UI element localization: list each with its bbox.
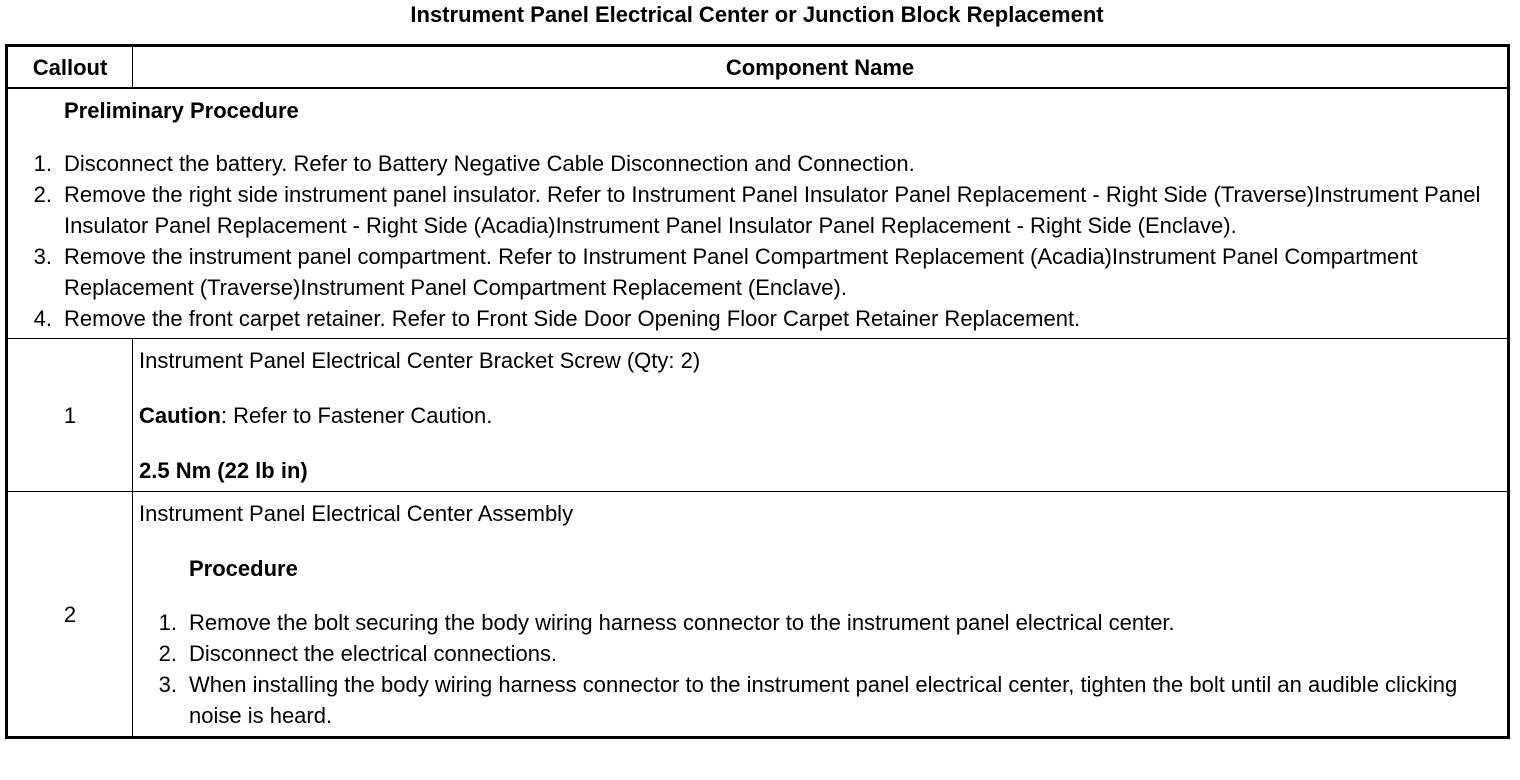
step-text: Disconnect the electrical connections. [189, 641, 558, 666]
list-item [139, 638, 1501, 669]
step-text: Remove the bolt securing the body wiring harness connector to the instrument panel electrical center. [189, 610, 1175, 635]
step-number: 2. [33, 182, 52, 207]
component-cell [133, 339, 1509, 492]
list-item [8, 179, 1507, 241]
step-number: 2. [158, 641, 177, 666]
step-number: 3. [33, 244, 52, 269]
list-item [139, 669, 1501, 731]
list-item [8, 241, 1507, 303]
preliminary-row [7, 88, 1509, 339]
callout-header: Callout [7, 46, 133, 89]
caution-text: : Refer to Fastener Caution. [220, 403, 493, 428]
preliminary-heading: Preliminary Procedure [64, 98, 299, 123]
table-row [7, 339, 1509, 492]
procedure-steps [139, 607, 1501, 731]
caution-note [139, 400, 1501, 431]
step-text: When installing the body wiring harness connector to the instrument panel electrical center, tighten the bolt until an audible clicking noise is heard. [189, 672, 1458, 728]
list-item [139, 607, 1501, 638]
component-name-header: Component Name [133, 46, 1509, 89]
step-text: Disconnect the battery. Refer to Battery Negative Cable Disconnection and Connection. [64, 151, 915, 176]
step-text: Remove the instrument panel compartment. Refer to Instrument Panel Compartment Replacement (Acadia)Instrument Panel Compartment Replacement (Traverse)Instrument Panel Compartment Replacement (Enclave). [64, 244, 1418, 300]
step-text: Remove the right side instrument panel insulator. Refer to Instrument Panel Insulator Panel Replacement - Right Side (Traverse)Instrument Panel Insulator Panel Replacement - Right Side (Acadia)Instrument Panel Insulator Panel Replacement - Right Side (Enclave). [64, 182, 1481, 238]
component-name: Instrument Panel Electrical Center Assembly [139, 501, 574, 526]
preliminary-steps [8, 148, 1507, 334]
step-number: 1. [33, 151, 52, 176]
step-number: 3. [158, 672, 177, 697]
procedure-table [5, 44, 1510, 739]
callout-cell: 1 [7, 339, 133, 492]
step-number: 1. [158, 610, 177, 635]
table-row [7, 492, 1509, 738]
procedure-heading: Procedure [189, 556, 298, 581]
header-row [7, 46, 1509, 89]
torque-spec: 2.5 Nm (22 lb in) [139, 458, 308, 483]
component-name: Instrument Panel Electrical Center Bracket Screw (Qty: 2) [139, 348, 701, 373]
callout-cell: 2 [7, 492, 133, 738]
page-title: Instrument Panel Electrical Center or Junction Block Replacement [410, 2, 1104, 27]
list-item [8, 303, 1507, 334]
component-cell [133, 492, 1509, 738]
caution-label: Caution [139, 403, 221, 428]
preliminary-cell [7, 88, 1509, 339]
list-item [8, 148, 1507, 179]
step-number: 4. [33, 306, 52, 331]
step-text: Remove the front carpet retainer. Refer to Front Side Door Opening Floor Carpet Retainer Replacement. [64, 306, 1081, 331]
